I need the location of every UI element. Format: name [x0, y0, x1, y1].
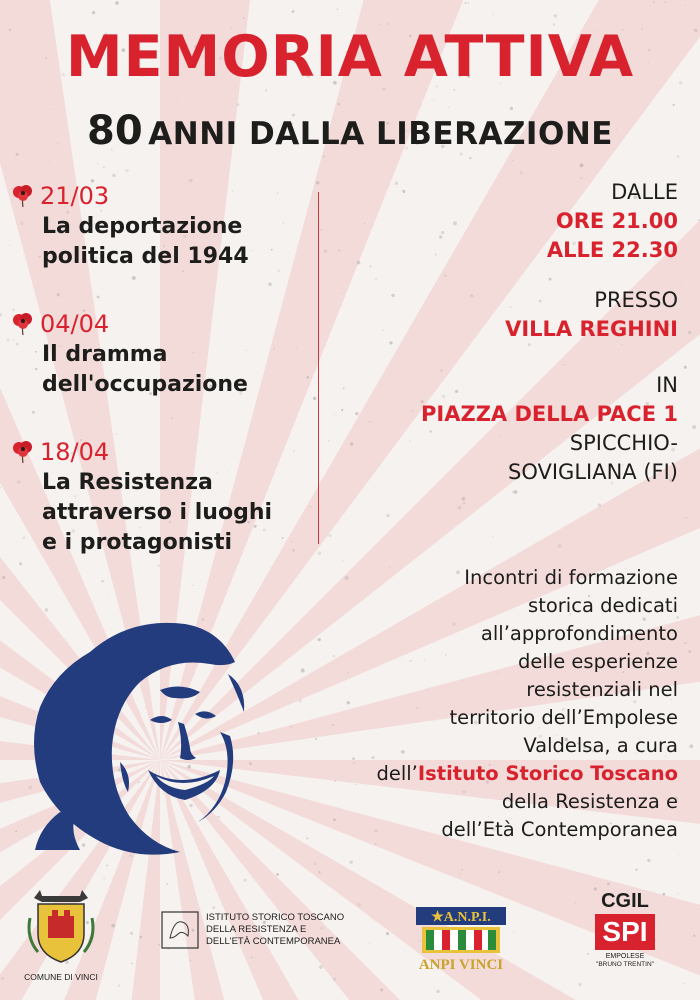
isrt-line-2: DELLA RESISTENZA E — [206, 924, 307, 935]
description-line: storica dedicati — [528, 594, 678, 617]
event-date: 04/04 — [40, 310, 110, 338]
poppy-icon — [10, 439, 36, 465]
event-date: 21/03 — [40, 182, 110, 210]
isrt-line-1: ISTITUTO STORICO TOSCANO — [206, 912, 345, 923]
description-prefix: dell’ — [376, 762, 418, 785]
time-block — [348, 178, 678, 265]
description-line: della Resistenza e — [501, 790, 678, 813]
partisan-portrait-illustration — [20, 612, 310, 862]
cgil-sub-2: "BRUNO TRENTIN" — [596, 961, 654, 968]
cgil-sub-1: EMPOLESE — [605, 953, 645, 960]
poster-subtitle — [0, 108, 700, 162]
description-line: territorio dell’Empolese — [449, 706, 678, 729]
poppy-icon — [10, 183, 36, 209]
time-label: DALLE — [611, 180, 678, 204]
time-end: ALLE 22.30 — [546, 238, 678, 262]
description-line — [358, 760, 678, 788]
comune-di-vinci-logo — [22, 888, 100, 980]
address-city-1: SPICCHIO- — [569, 431, 678, 455]
vinci-label: COMUNE DI VINCI — [24, 972, 98, 982]
description — [358, 564, 678, 844]
address-label: IN — [656, 373, 678, 397]
description-line: all’approfondimento — [480, 622, 678, 645]
subtitle-number: 80 — [87, 108, 143, 154]
event-date: 18/04 — [40, 438, 110, 466]
anpi-badge-icon — [414, 905, 508, 955]
coat-of-arms-icon — [22, 888, 100, 966]
venue-label: PRESSO — [594, 288, 678, 312]
poppy-icon — [10, 311, 36, 337]
svg-text:★A.N.P.I.: ★A.N.P.I. — [431, 910, 491, 925]
address-block — [348, 371, 678, 487]
description-line: Valdelsa, a cura — [523, 734, 678, 757]
event-title: Il dramma dell'occupazione — [42, 342, 248, 397]
event-item — [10, 180, 300, 272]
anpi-vinci-logo — [414, 905, 508, 971]
event-item — [10, 308, 300, 400]
event-title: La deportazione politica del 1944 — [42, 214, 249, 269]
description-line: resistenziali nel — [526, 678, 678, 701]
poster-title: MEMORIA ATTIVA — [65, 24, 635, 90]
isrt-line-3: DELL'ETÀ CONTEMPORANEA — [206, 936, 341, 947]
spi-badge: SPI — [595, 914, 655, 950]
venue-name: VILLA REGHINI — [505, 317, 678, 341]
description-line: Incontri di formazione — [464, 566, 678, 589]
address-street: PIAZZA DELLA PACE 1 — [421, 402, 678, 426]
cgil-spi-logo — [588, 890, 662, 980]
address-city-2: SOVIGLIANA (FI) — [508, 460, 678, 484]
time-start: ORE 21.00 — [555, 209, 678, 233]
anpi-vinci-label: ANPI VINCI — [418, 957, 504, 973]
event-title: La Resistenza attraverso i luoghi e i protagonisti — [42, 470, 273, 555]
column-divider — [318, 192, 319, 544]
venue-block — [348, 286, 678, 344]
cgil-label: CGIL — [601, 890, 649, 912]
isrt-logo — [160, 905, 370, 955]
isrt-emblem-icon — [160, 910, 200, 950]
subtitle-text: ANNI DALLA LIBERAZIONE — [148, 116, 613, 152]
description-line: delle esperienze — [518, 650, 678, 673]
event-item — [10, 436, 300, 558]
institute-name: Istituto Storico Toscano — [417, 762, 678, 785]
description-line: dell’Età Contemporanea — [441, 818, 678, 841]
